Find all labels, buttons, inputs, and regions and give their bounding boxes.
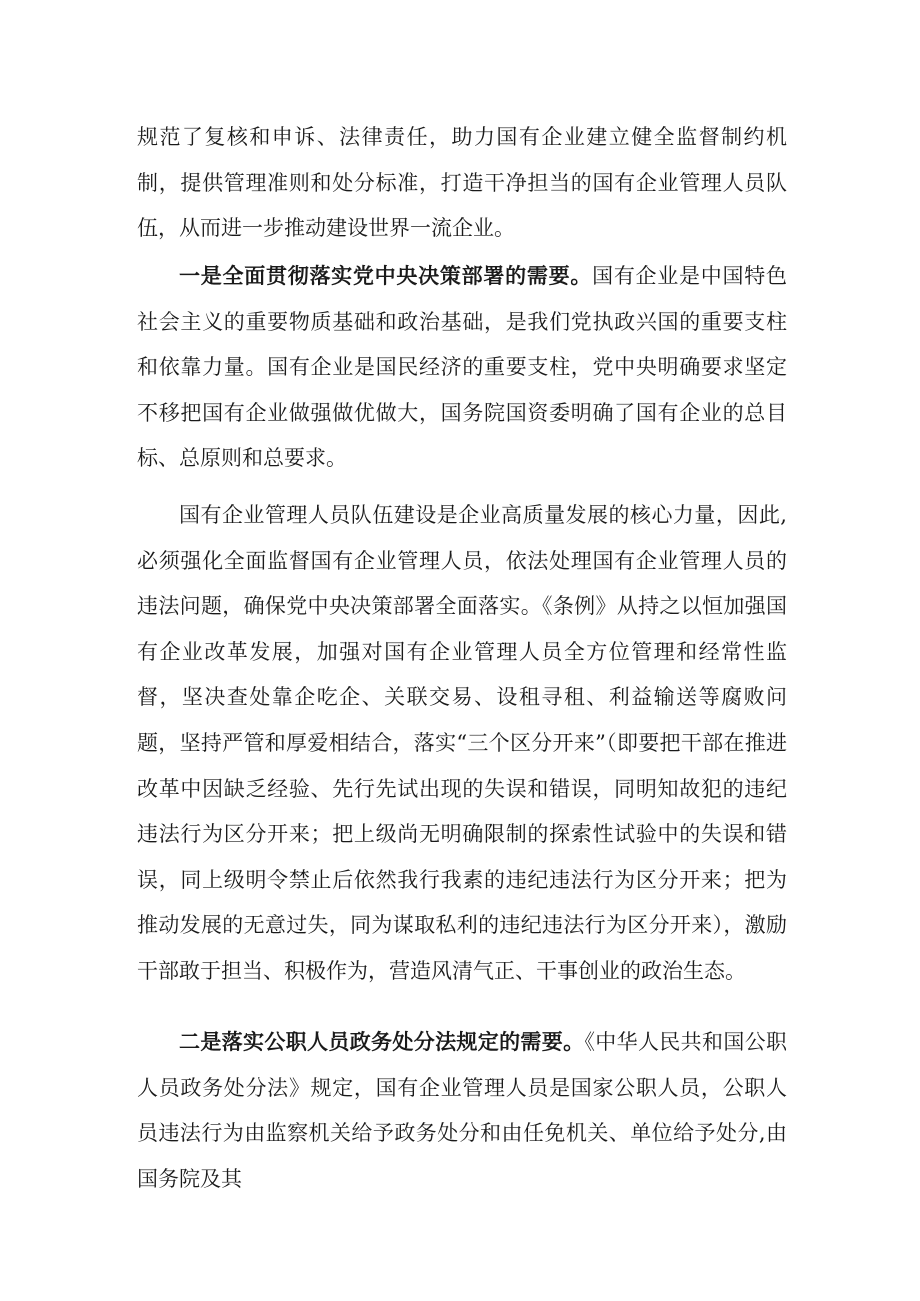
- paragraph-section-two: [137, 1019, 787, 1202]
- paragraph-continuation: 规范了复核和申诉、法律责任，助力国有企业建立健全监督制约机制，提供管理准则和处分标准，打造干净担当的国有企业管理人员队伍，从而进一步推动建设世界一流企业。: [137, 125, 787, 241]
- section-two: [137, 1019, 787, 1202]
- section-two-body: 《中华人民共和国公职人员政务处分法》规定，国有企业管理人员是国家公职人员，公职人员违法行为由监察机关给予政务处分和由任免机关、单位给予处分,由国务院及其: [137, 1030, 788, 1191]
- section-one: [137, 253, 787, 482]
- paragraph-section-one: [137, 253, 787, 482]
- paragraph-team-building: 国有企业管理人员队伍建设是企业高质量发展的核心力量，因此,必须强化全面监督国有企业管理人员，依法处理国有企业管理人员的违法问题，确保党中央决策部署全面落实。《条例》从持之以恒加强国有企业改革发展，加强对国有企业管理人员全方位管理和经常性监督，坚决查处靠企吃企、关联交易、设租寻租、利益输送等腐败问题，坚持严管和厚爱相结合，落实“三个区分开来”（即要把干部在推进改革中因缺乏经验、先行先试出现的失误和错误，同明知故犯的违纪违法行为区分开来；把上级尚无明确限制的探索性试验中的失误和错误，同上级明令禁止后依然我行我素的违纪违法行为区分开来；把为推动发展的无意过失，同为谋取私利的违纪违法行为区分开来），激励干部敢于担当、积极作为，营造风清气正、干事创业的政治生态。: [137, 503, 787, 983]
- document-body: [137, 115, 787, 252]
- section-one-body: 国有企业是中国特色社会主义的重要物质基础和政治基础，是我们党执政兴国的重要支柱和依靠力量。国有企业是国民经济的重要支柱，党中央明确要求坚定不移把国有企业做强做优做大，国务院国资委明确了国有企业的总目标、总原则和总要求。: [137, 264, 788, 471]
- section-one-detail: [137, 493, 787, 995]
- section-one-heading: 一是全面贯彻落实党中央决策部署的需要。: [179, 263, 593, 288]
- section-two-heading: 二是落实公职人员政务处分法规定的需要。: [179, 1029, 585, 1054]
